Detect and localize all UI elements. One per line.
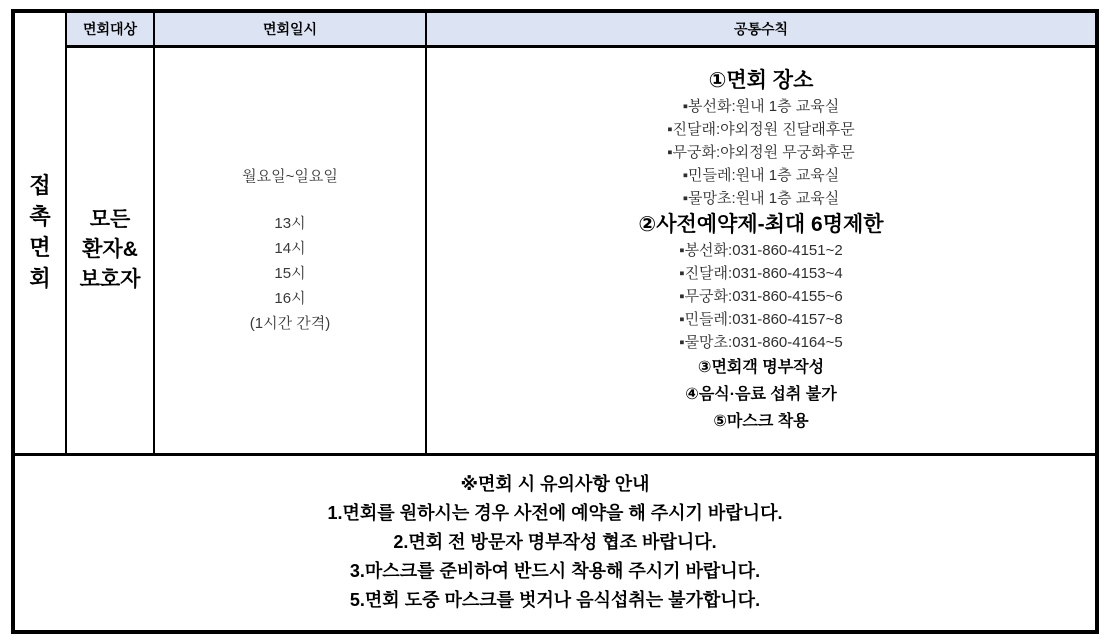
rules-phone-item: ▪진달래:031-860-4153~4 [679,264,843,282]
rules-location-item: ▪봉선화:원내 1층 교육실 [682,97,840,115]
target-line: 보호자 [79,268,141,291]
footer-note-line: 3.마스크를 준비하여 반드시 착용해 주시기 바랍니다. [349,561,761,582]
body-row [13,46,1097,454]
rules-section1-title: ①면회 장소 [708,68,814,92]
footer-title: ※면회 시 유의사항 안내 [460,474,650,495]
visit-times [155,211,425,336]
visit-time: 13시 [274,215,306,232]
rules-extra-item: ④음식·음료 섭취 불가 [685,385,837,403]
row-label-char: 회 [29,266,51,292]
rules-phone-item: ▪무궁화:031-860-4155~6 [679,287,843,305]
header-visit-datetime: 면회일시 [154,11,426,46]
visit-days: 월요일~일요일 [242,168,338,185]
common-rules-content [427,66,1095,435]
rules-location-item: ▪무궁화:야외정원 무궁화후문 [667,143,855,161]
row-label-char: 촉 [29,204,51,230]
rules-location-item: ▪물망초:원내 1층 교육실 [682,189,840,207]
rules-location-item: ▪민들레:원내 1층 교육실 [682,166,840,184]
header-row [13,11,1097,46]
footer-notes-cell [13,454,1097,632]
row-label-char: 접 [29,173,51,199]
rules-location-item: ▪진달래:야외정원 진달래후문 [667,120,855,138]
row-label-char: 면 [29,235,51,261]
rules-phone-item: ▪민들레:031-860-4157~8 [679,310,843,328]
contact-visit-vertical-label [15,174,65,291]
rules-extra-item: ⑤마스크 착용 [713,412,809,430]
rules-extra-item: ③면회객 명부작성 [697,358,825,376]
rules-section2-title: ②사전예약제-최대 6명제한 [638,212,884,236]
rules-phone-item: ▪봉선화:031-860-4151~2 [679,241,843,259]
visit-target-cell [66,46,154,454]
footer-note-line: 2.면회 전 방문자 명부작성 협조 바랍니다. [393,532,717,553]
header-common-rules: 공통수칙 [426,11,1097,46]
target-line: 환자& [82,238,138,261]
header-visit-target: 면회대상 [66,11,154,46]
datetime-spacer [155,189,425,211]
footer-row [13,454,1097,632]
common-rules-cell [426,46,1097,454]
visit-datetime-cell [154,46,426,454]
footer-notes-content [15,470,1095,615]
target-line: 모든 [89,208,131,231]
visit-time: 15시 [274,265,306,282]
visit-time: 16시 [274,290,306,307]
footer-note-line: 5.면회 도중 마스크를 벗거나 음식섭취는 불가합니다. [349,590,761,611]
footer-note-line: 1.면회를 원하시는 경우 사전에 예약을 해 주시기 바랍니다. [327,503,783,524]
contact-visit-label-cell [13,11,66,454]
visit-interval-note: (1시간 간격) [249,315,331,332]
rules-phone-item: ▪물망초:031-860-4164~5 [679,333,843,351]
visitation-notice-table [11,9,1099,634]
visit-time: 14시 [274,240,306,257]
